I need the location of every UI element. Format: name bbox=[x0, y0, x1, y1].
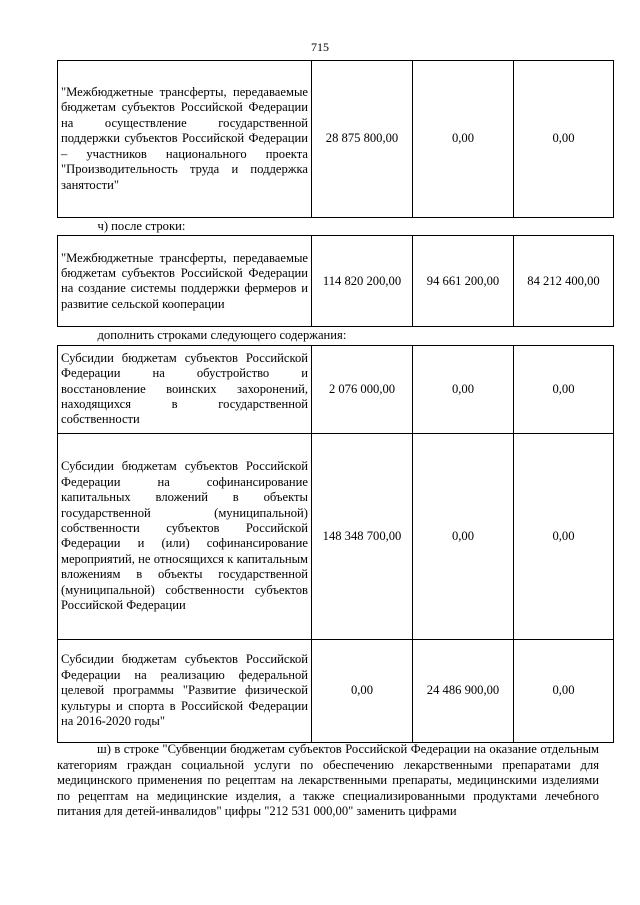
note-text: дополнить строками следующего содержания: bbox=[58, 327, 614, 345]
row-value-3: 0,00 bbox=[514, 61, 614, 218]
row-value-2: 0,00 bbox=[413, 433, 514, 639]
row-name: "Межбюджетные трансферты, передаваемые бюджетам субъектов Российской Федерации на осуществление государственной поддержки субъектов Российской Федерации – участников национального проекта "Производительность труда и поддержка занятости" bbox=[58, 61, 312, 218]
row-value-3: 84 212 400,00 bbox=[514, 236, 614, 327]
row-name: Субсидии бюджетам субъектов Российской Федерации на софинансирование капитальных вложений в объекты государственной (муниципальной) собственности субъектов Российской Федерации и (или) софинансирование мероприятий, не относящихся к капитальным вложениям в объекты государственной (муниципальной) собственности субъектов Российской Федерации bbox=[58, 433, 312, 639]
table-note bbox=[58, 218, 614, 236]
table-row bbox=[58, 345, 614, 433]
table-row bbox=[58, 639, 614, 742]
row-value-3: 0,00 bbox=[514, 345, 614, 433]
row-value-2: 24 486 900,00 bbox=[413, 639, 514, 742]
row-name: "Межбюджетные трансферты, передаваемые бюджетам субъектов Российской Федерации на создание системы поддержки фермеров и развитие сельской кооперации bbox=[58, 236, 312, 327]
budget-table bbox=[57, 60, 614, 743]
row-value-1: 2 076 000,00 bbox=[312, 345, 413, 433]
row-value-1: 114 820 200,00 bbox=[312, 236, 413, 327]
row-value-1: 28 875 800,00 bbox=[312, 61, 413, 218]
table-row bbox=[58, 433, 614, 639]
row-value-3: 0,00 bbox=[514, 639, 614, 742]
row-value-1: 148 348 700,00 bbox=[312, 433, 413, 639]
row-name: Субсидии бюджетам субъектов Российской Федерации на обустройство и восстановление воинских захоронений, находящихся в государственной собственности bbox=[58, 345, 312, 433]
table-row bbox=[58, 236, 614, 327]
row-value-1: 0,00 bbox=[312, 639, 413, 742]
row-value-2: 94 661 200,00 bbox=[413, 236, 514, 327]
amendment-paragraph: ш) в строке "Субвенции бюджетам субъектов Российской Федерации на оказание отдельным категориям граждан социальной услуги по обеспечению лекарственными препаратами для медицинского применения по рецептам на лекарственными препараты, медицинскими изделиями по рецептам на медицинские изделия, а также специализированными продуктами лечебного питания для детей-инвалидов" цифры "212 531 000,00" заменить цифрами bbox=[57, 742, 599, 819]
page-number: 715 bbox=[311, 40, 329, 54]
row-value-2: 0,00 bbox=[413, 345, 514, 433]
row-value-2: 0,00 bbox=[413, 61, 514, 218]
table-row bbox=[58, 61, 614, 218]
table-note bbox=[58, 327, 614, 345]
row-value-3: 0,00 bbox=[514, 433, 614, 639]
note-text: ч) после строки: bbox=[58, 218, 614, 236]
row-name: Субсидии бюджетам субъектов Российской Федерации на реализацию федеральной целевой программы "Развитие физической культуры и спорта в Российской Федерации на 2016-2020 годы" bbox=[58, 639, 312, 742]
